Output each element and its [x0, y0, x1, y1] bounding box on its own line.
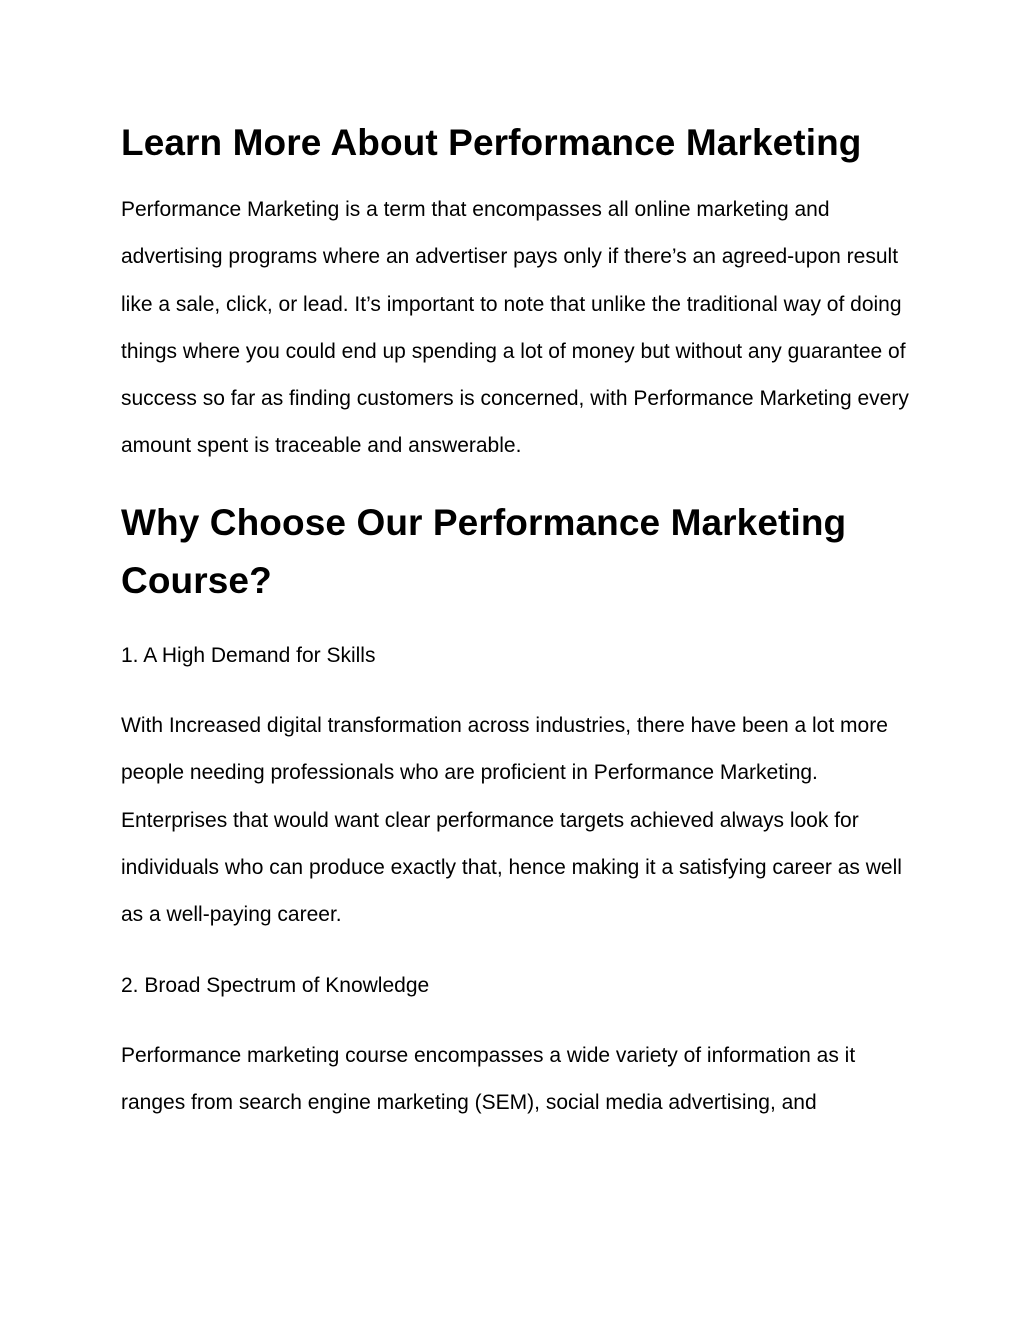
subheading-high-demand: 1. A High Demand for Skills: [121, 643, 376, 667]
paragraph-intro: Performance Marketing is a term that encompasses all online marketing and advertising programs where an advertiser pays only if there’s an agreed-upon result like a sale, click, or lead. It’s important to note that unlike the traditional way of doing things where you could end up spending a lot of money but without any guarantee of success so far as finding customers is concerned, with Performance Marketing every amount spent is traceable and answerable.: [121, 198, 909, 458]
section-heading-learn-more: Learn More About Performance Marketing: [121, 122, 862, 163]
section-heading-why-choose: Why Choose Our Performance Marketing Course?: [121, 501, 847, 601]
document-body: [121, 118, 921, 1149]
paragraph-broad-spectrum: Performance marketing course encompasses a wide variety of information as it ranges from search engine marketing (SEM), social media advertising, and: [121, 1043, 856, 1115]
paragraph-high-demand: With Increased digital transformation across industries, there have been a lot more people needing professionals who are proficient in Performance Marketing. Enterprises that would want clear performance targets achieved always look for individuals who can produce exactly that, hence making it a satisfying career as well as a well-paying career.: [121, 714, 902, 927]
subheading-broad-spectrum: 2. Broad Spectrum of Knowledge: [121, 973, 430, 997]
